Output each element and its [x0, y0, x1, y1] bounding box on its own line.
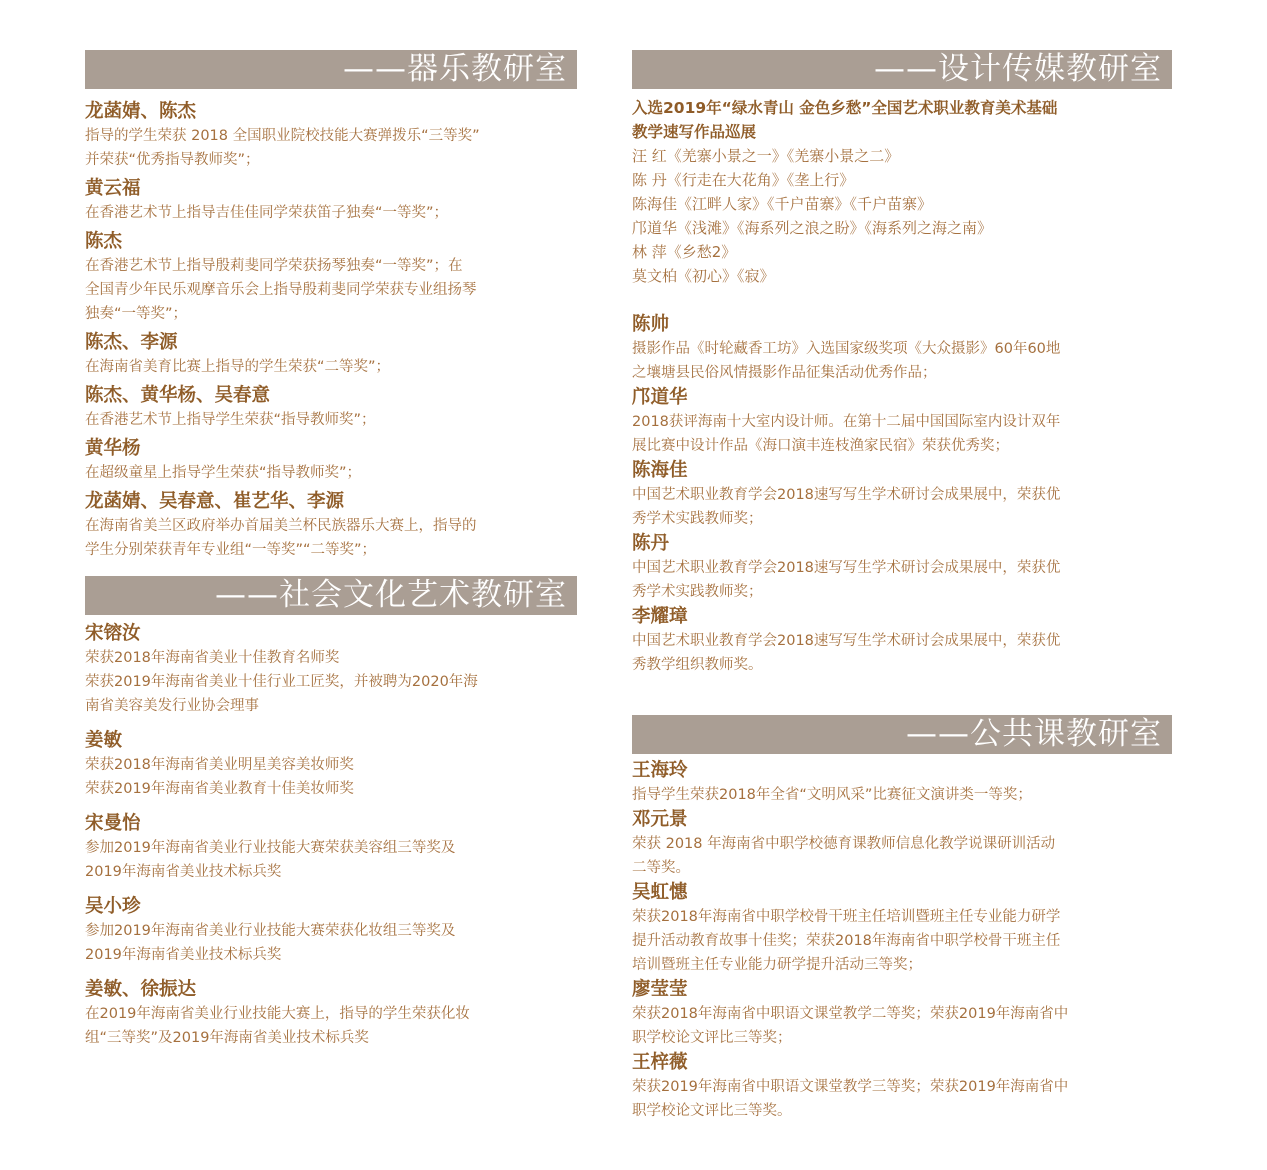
- teacher-name: 陈杰: [85, 231, 123, 252]
- award-description: 在2019年海南省美业行业技能大赛上，指导的学生荣获化妆 组“三等奖”及2019年海南省美业技术标兵奖: [85, 1006, 470, 1046]
- award-entry: [632, 1050, 1172, 1123]
- teacher-name: 姜敏: [85, 730, 123, 751]
- award-description: 荣获2019年海南省中职语文课堂教学三等奖；荣获2019年海南省中 职学校论文评比三等奖。: [632, 1079, 1069, 1119]
- award-description: 在香港艺术节上指导学生荣获“指导教师奖”；: [85, 412, 376, 428]
- award-description: 指导学生荣获2018年全省“文明风采”比赛征文演讲类一等奖；: [632, 787, 1032, 803]
- award-entry: [632, 807, 1172, 880]
- award-entry: [632, 880, 1172, 977]
- award-entry: [85, 811, 577, 884]
- award-entry: [85, 436, 577, 485]
- exhibition-title: 入选2019年“绿水青山 金色乡愁”全国艺术职业教育美术基础 教学速写作品巡展: [632, 99, 1058, 141]
- works-item: 陈海佳《江畔人家》《千户苗寨》《千户苗寨》: [632, 195, 933, 213]
- award-description: 在香港艺术节上指导殷莉斐同学荣获扬琴独奏“一等奖”；在 全国青少年民乐观摩音乐会上指导殷莉斐同学荣获专业组扬琴 独奏“一等奖”；: [85, 258, 477, 322]
- teacher-name: 邝道华: [632, 387, 688, 408]
- teacher-name: 龙菡婧、陈杰: [85, 101, 197, 122]
- section-shehui: [85, 576, 577, 1050]
- award-entry: [85, 99, 577, 172]
- award-entry: [632, 385, 1172, 458]
- award-entry: [85, 229, 577, 326]
- award-entry: [632, 312, 1172, 385]
- award-description: 中国艺术职业教育学会2018速写写生学术研讨会成果展中，荣获优 秀教学组织教师奖。: [632, 633, 1061, 673]
- award-description: 在超级童星上指导学生荣获“指导教师奖”；: [85, 465, 362, 481]
- award-entry: [85, 383, 577, 432]
- section-title-banner: ——设计传媒教研室: [632, 50, 1172, 89]
- award-description: 在海南省美育比赛上指导的学生荣获“二等奖”；: [85, 359, 391, 375]
- works-item: 陈 丹《行走在大花角》《垄上行》: [632, 171, 855, 189]
- award-description: 摄影作品《时轮藏香工坊》入选国家级奖项《大众摄影》60年60地 之壤塘县民俗风情摄影作品征集活动优秀作品；: [632, 341, 1061, 381]
- award-entry: [85, 176, 577, 225]
- teacher-name: 宋曼怡: [85, 813, 141, 834]
- teacher-name: 黄华杨: [85, 438, 141, 459]
- works-list: [632, 144, 1172, 288]
- teacher-name: 陈杰、黄华杨、吴春意: [85, 385, 271, 406]
- award-entry: [85, 621, 577, 718]
- award-entry: [632, 977, 1172, 1050]
- award-description: 中国艺术职业教育学会2018速写写生学术研讨会成果展中，荣获优 秀学术实践教师奖；: [632, 560, 1061, 600]
- award-entry: [632, 531, 1172, 604]
- teacher-name: 龙菡婧、吴春意、崔艺华、李源: [85, 491, 345, 512]
- award-entry: [85, 977, 577, 1050]
- award-description: 荣获2018年海南省中职语文课堂教学二等奖；荣获2019年海南省中 职学校论文评比三等奖；: [632, 1006, 1069, 1046]
- right-column: [632, 50, 1172, 1123]
- teacher-name: 吴小珍: [85, 896, 141, 917]
- teacher-name: 陈杰、李源: [85, 332, 178, 353]
- award-description: 在海南省美兰区政府举办首届美兰杯民族器乐大赛上，指导的 学生分别荣获青年专业组“一等奖”“二等奖”；: [85, 518, 477, 558]
- award-description: 2018获评海南十大室内设计师。在第十二届中国国际室内设计双年 展比赛中设计作品《海口演丰连枝渔家民宿》荣获优秀奖；: [632, 414, 1061, 454]
- left-column: [85, 50, 577, 1050]
- award-description: 中国艺术职业教育学会2018速写写生学术研讨会成果展中，荣获优 秀学术实践教师奖；: [632, 487, 1061, 527]
- teacher-name: 黄云福: [85, 178, 141, 199]
- award-description: 荣获2018年海南省中职学校骨干班主任培训暨班主任专业能力研学 提升活动教育故事十佳奖；荣获2018年海南省中职学校骨干班主任 培训暨班主任专业能力研学提升活动三等奖；: [632, 909, 1061, 973]
- award-entry: [632, 758, 1172, 807]
- works-item: 林 萍《乡愁2》: [632, 243, 737, 261]
- teacher-name: 李耀璋: [632, 606, 688, 627]
- award-description: 参加2019年海南省美业行业技能大赛荣获化妆组三等奖及 2019年海南省美业技术标兵奖: [85, 923, 456, 963]
- award-description: 荣获2018年海南省美业明星美容美妆师奖 荣获2019年海南省美业教育十佳美妆师奖: [85, 757, 354, 797]
- award-description: 参加2019年海南省美业行业技能大赛荣获美容组三等奖及 2019年海南省美业技术标兵奖: [85, 840, 456, 880]
- works-item: 邝道华《浅滩》《海系列之浪之盼》《海系列之海之南》: [632, 219, 993, 237]
- teacher-name: 廖莹莹: [632, 979, 688, 1000]
- section-qiyue: [85, 50, 577, 562]
- award-entry: [85, 330, 577, 379]
- section-title-banner: ——器乐教研室: [85, 50, 577, 89]
- award-entry: [85, 489, 577, 562]
- teacher-name: 宋镕汝: [85, 623, 141, 644]
- section-sheji: [632, 50, 1172, 677]
- section-gonggong: [632, 715, 1172, 1123]
- teacher-name: 王海玲: [632, 760, 688, 781]
- teacher-name: 陈帅: [632, 314, 670, 335]
- award-description: 指导的学生荣获 2018 全国职业院校技能大赛弹拨乐“三等奖” 并荣获“优秀指导教师奖”；: [85, 128, 480, 168]
- award-description: 在香港艺术节上指导吉佳佳同学荣获笛子独奏“一等奖”；: [85, 205, 449, 221]
- teacher-name: 陈丹: [632, 533, 670, 554]
- teacher-name: 姜敏、徐振达: [85, 979, 197, 1000]
- award-entry: [85, 894, 577, 967]
- teacher-name: 陈海佳: [632, 460, 688, 481]
- award-entry: [85, 728, 577, 801]
- award-description: 荣获2018年海南省美业十佳教育名师奖 荣获2019年海南省美业十佳行业工匠奖，并被聘为2020年海 南省美容美发行业协会理事: [85, 650, 478, 714]
- section-title-banner: ——社会文化艺术教研室: [85, 576, 577, 615]
- award-entry: [632, 604, 1172, 677]
- works-item: 莫文柏《初心》《寂》: [632, 267, 775, 285]
- teacher-name: 吴虹憓: [632, 882, 688, 903]
- award-description: 荣获 2018 年海南省中职学校德育课教师信息化教学说课研训活动 二等奖。: [632, 836, 1056, 876]
- section-title-banner: ——公共课教研室: [632, 715, 1172, 754]
- teacher-name: 邓元景: [632, 809, 688, 830]
- works-item: 汪 红《羌寨小景之一》《羌寨小景之二》: [632, 147, 900, 165]
- award-entry: [632, 458, 1172, 531]
- teacher-name: 王梓薇: [632, 1052, 688, 1073]
